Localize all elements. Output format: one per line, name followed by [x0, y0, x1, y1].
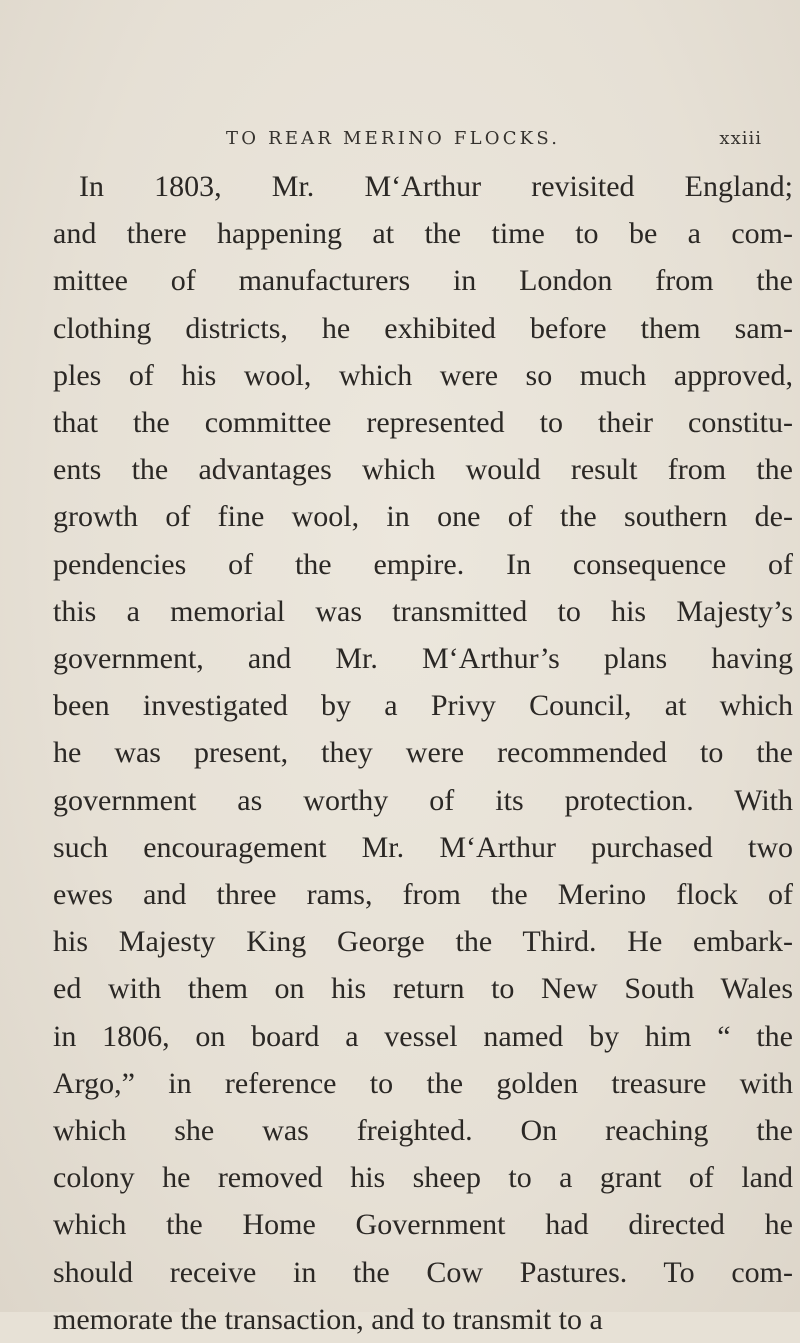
text-line: ewes and three rams, from the Merino flock of [53, 878, 793, 912]
text-line: clothing districts, he exhibited before them sam- [53, 311, 793, 345]
text-line: which she was freighted. On reaching the [53, 1114, 793, 1148]
text-line: government, and Mr. M‘Arthur’s plans having [53, 642, 793, 676]
text-line: ed with them on his return to New South Wales [53, 972, 793, 1006]
text-line: mittee of manufacturers in London from the [53, 264, 793, 298]
running-title: TO REAR MERINO FLOCKS. [226, 128, 561, 149]
running-head [226, 128, 792, 158]
text-line: such encouragement Mr. M‘Arthur purchased two [53, 830, 793, 864]
text-line: he was present, they were recommended to the [53, 736, 793, 770]
body-paragraph [53, 163, 793, 1343]
text-line: should receive in the Cow Pastures. To com- [53, 1255, 793, 1289]
text-line: in 1806, on board a vessel named by him “ the [53, 1019, 793, 1053]
text-line: ples of his wool, which were so much approved, [53, 358, 793, 392]
text-line: been investigated by a Privy Council, at which [53, 689, 793, 723]
text-line: and there happening at the time to be a com- [53, 217, 793, 251]
text-line: Argo,” in reference to the golden treasure with [53, 1066, 793, 1100]
text-line: growth of fine wool, in one of the southern de- [53, 500, 793, 534]
text-line: government as worthy of its protection. With [53, 783, 793, 817]
text-line: pendencies of the empire. In consequence of [53, 547, 793, 581]
text-line: which the Home Government had directed he [53, 1208, 793, 1242]
text-line: ents the advantages which would result from the [53, 453, 793, 487]
page-number: xxiii [719, 128, 762, 149]
text-line: this a memorial was transmitted to his Majesty’s [53, 594, 793, 628]
text-line: colony he removed his sheep to a grant of land [53, 1161, 793, 1195]
text-line: In 1803, Mr. M‘Arthur revisited England; [79, 170, 793, 203]
text-line: his Majesty King George the Third. He embark- [53, 925, 793, 959]
text-line: memorate the transaction, and to transmit to a [53, 1302, 603, 1336]
text-line: that the committee represented to their constitu- [53, 406, 793, 440]
